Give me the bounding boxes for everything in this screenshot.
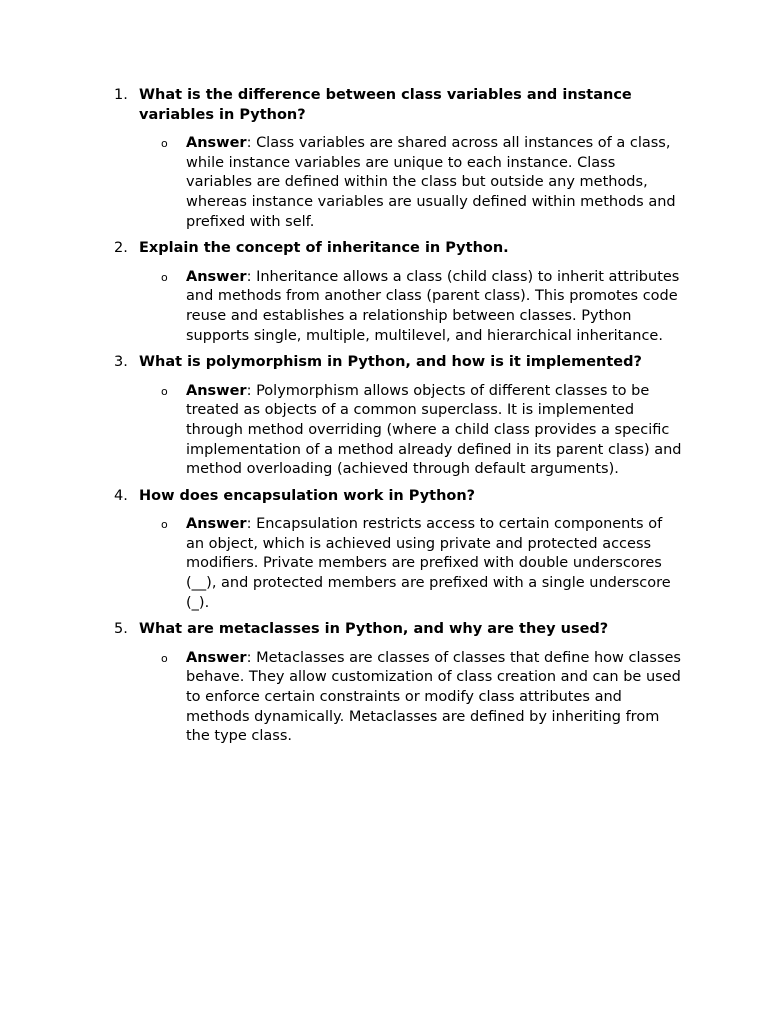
question-number: 4. [114,487,128,504]
answer-text: Encapsulation restricts access to certain components of an object, which is achieved using private and protected access modifiers. Private members are prefixed with double underscores (__), and protected members are prefixed with a single underscore (_). [186,516,671,611]
question-text: What is polymorphism in Python, and how is it implemented? [139,354,642,371]
answer-text: Inheritance allows a class (child class) to inherit attributes and methods from another class (parent class). This promotes code reuse and establishes a relationship between classes. Python supports single, multiple, multilevel, and hierarchical inheritance. [186,268,680,344]
answer-separator: : [246,268,257,285]
question-list [114,86,684,754]
bullet-icon: o [161,518,168,532]
question-text: Explain the concept of inheritance in Python. [139,240,509,257]
list-item [114,239,684,346]
question-text: What are metaclasses in Python, and why are they used? [139,621,609,638]
answer-label: Answer [186,649,247,666]
list-item [114,620,684,747]
answer-block [161,134,684,232]
question-number: 3. [114,354,128,371]
question-number: 5. [114,621,128,638]
list-item [114,487,684,614]
question-text: What is the difference between class variables and instance variables in Python? [139,87,632,123]
answer-separator: : [246,382,257,399]
bullet-icon: o [161,384,168,398]
bullet-icon: o [161,137,168,151]
answer-text: Polymorphism allows objects of different classes to be treated as objects of a common superclass. It is implemented through method overriding (where a child class provides a specific implementation of a method already defined in its parent class) and method overloading (achieved through default arguments). [186,382,682,478]
answer-block [161,649,684,747]
answer-block [161,515,684,613]
answer-block [161,382,684,480]
question-number: 2. [114,240,128,257]
list-item [114,353,684,480]
answer-label: Answer [186,268,247,285]
list-item [114,86,684,232]
question-number: 1. [114,87,128,103]
answer-label: Answer [186,516,247,533]
question-text: How does encapsulation work in Python? [139,487,476,504]
answer-block [161,268,684,346]
answer-separator: : [246,516,257,533]
bullet-icon: o [161,270,168,284]
answer-separator: : [246,135,257,152]
answer-text: Metaclasses are classes of classes that define how classes behave. They allow customization of class creation and can be used to enforce certain constraints or modify class attributes and methods dynamically. Metaclasses are defined by inheriting from the type class. [186,649,681,745]
answer-label: Answer [186,382,247,399]
bullet-icon: o [161,651,168,665]
answer-separator: : [246,649,257,666]
answer-label: Answer [186,135,247,152]
answer-text: Class variables are shared across all instances of a class, while instance variables are unique to each instance. Class variables are defined within the class but outside any methods, whereas instance variables are usually defined within methods and prefixed with self. [186,135,676,230]
